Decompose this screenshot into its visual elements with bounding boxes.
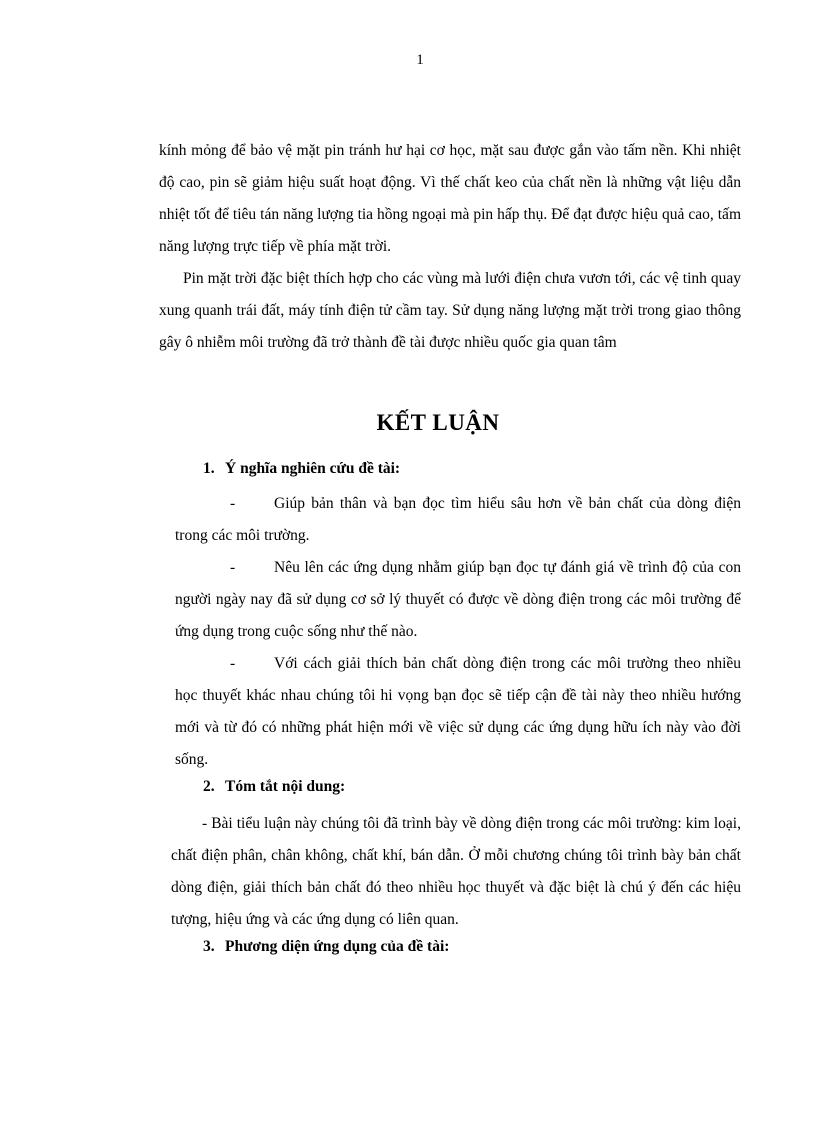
conclusion-title: KẾT LUẬN <box>376 410 500 435</box>
section-heading-text: Ý nghĩa nghiên cứu đề tài: <box>225 460 401 477</box>
paragraph-text: - Bài tiểu luận này chúng tôi đã trình bày về dòng điện trong các môi trường: kim loại, chất điện phân, chân không, chất khí, bán dẫn. Ở mỗi chương chúng tôi trình bày bản chất dòng điện, giải thích bản chất đó theo nhiều học thuyết và đặc biệt là chú ý đến các hiệu tượng, hiệu ứng và các ứng dụng có liên quan. <box>171 815 741 928</box>
paragraph-text: Pin mặt trời đặc biệt thích hợp cho các vùng mà lưới điện chưa vươn tới, các vệ tinh quay xung quanh trái đất, máy tính điện tử cầm tay. Sử dụng năng lượng mặt trời trong giao thông gây ô nhiễm môi trường đã trở thành đề tài được nhiều quốc gia quan tâm <box>159 270 741 351</box>
section-number: 1. <box>203 460 215 477</box>
paragraph-text: kính mỏng để bảo vệ mặt pin tránh hư hại cơ học, mặt sau được gắn vào tấm nền. Khi nhiệt độ cao, pin sẽ giảm hiệu suất hoạt động. Vì thế chất keo của chất nền là những vật liệu dẫn nhiệt tốt để tiêu tán năng lượng tia hồng ngoại mà pin hấp thụ. Để đạt được hiệu quả cao, tấm năng lượng trực tiếp về phía mặt trời. <box>159 142 741 255</box>
bullet-dash: - <box>230 495 236 512</box>
section-heading-1 <box>203 460 400 478</box>
bullet-item-1 <box>175 488 741 552</box>
body-paragraph-1 <box>159 135 741 263</box>
body-paragraph-2 <box>159 263 741 359</box>
section-heading-2 <box>203 778 345 796</box>
bullet-text: Với cách giải thích bản chất dòng điện trong các môi trường theo nhiều học thuyết khác nhau chúng tôi hi vọng bạn đọc sẽ tiếp cận đề tài này theo nhiều hướng mới và từ đó có những phát hiện mới về việc sử dụng các ứng dụng hữu ích này vào đời sống. <box>175 655 741 768</box>
bullet-dash: - <box>230 655 236 672</box>
page-number: 1 <box>416 52 424 68</box>
bullet-dash: - <box>230 559 236 576</box>
section-number: 3. <box>203 938 215 955</box>
section-heading-text: Phương diện ứng dụng của đề tài: <box>225 938 450 955</box>
section-heading-text: Tóm tắt nội dung: <box>225 778 346 795</box>
bullet-text: Nêu lên các ứng dụng nhằm giúp bạn đọc tự đánh giá về trình độ của con người ngày nay đã sử dụng cơ sở lý thuyết có được về dòng điện trong các môi trường để ứng dụng trong cuộc sống như thế nào. <box>175 559 741 640</box>
section-number: 2. <box>203 778 215 795</box>
summary-paragraph <box>171 808 741 936</box>
bullet-text: Giúp bản thân và bạn đọc tìm hiểu sâu hơn về bản chất của dòng điện trong các môi trường. <box>175 495 741 544</box>
bullet-item-2 <box>175 552 741 648</box>
bullet-item-3 <box>175 648 741 776</box>
section-heading-3 <box>203 938 449 956</box>
